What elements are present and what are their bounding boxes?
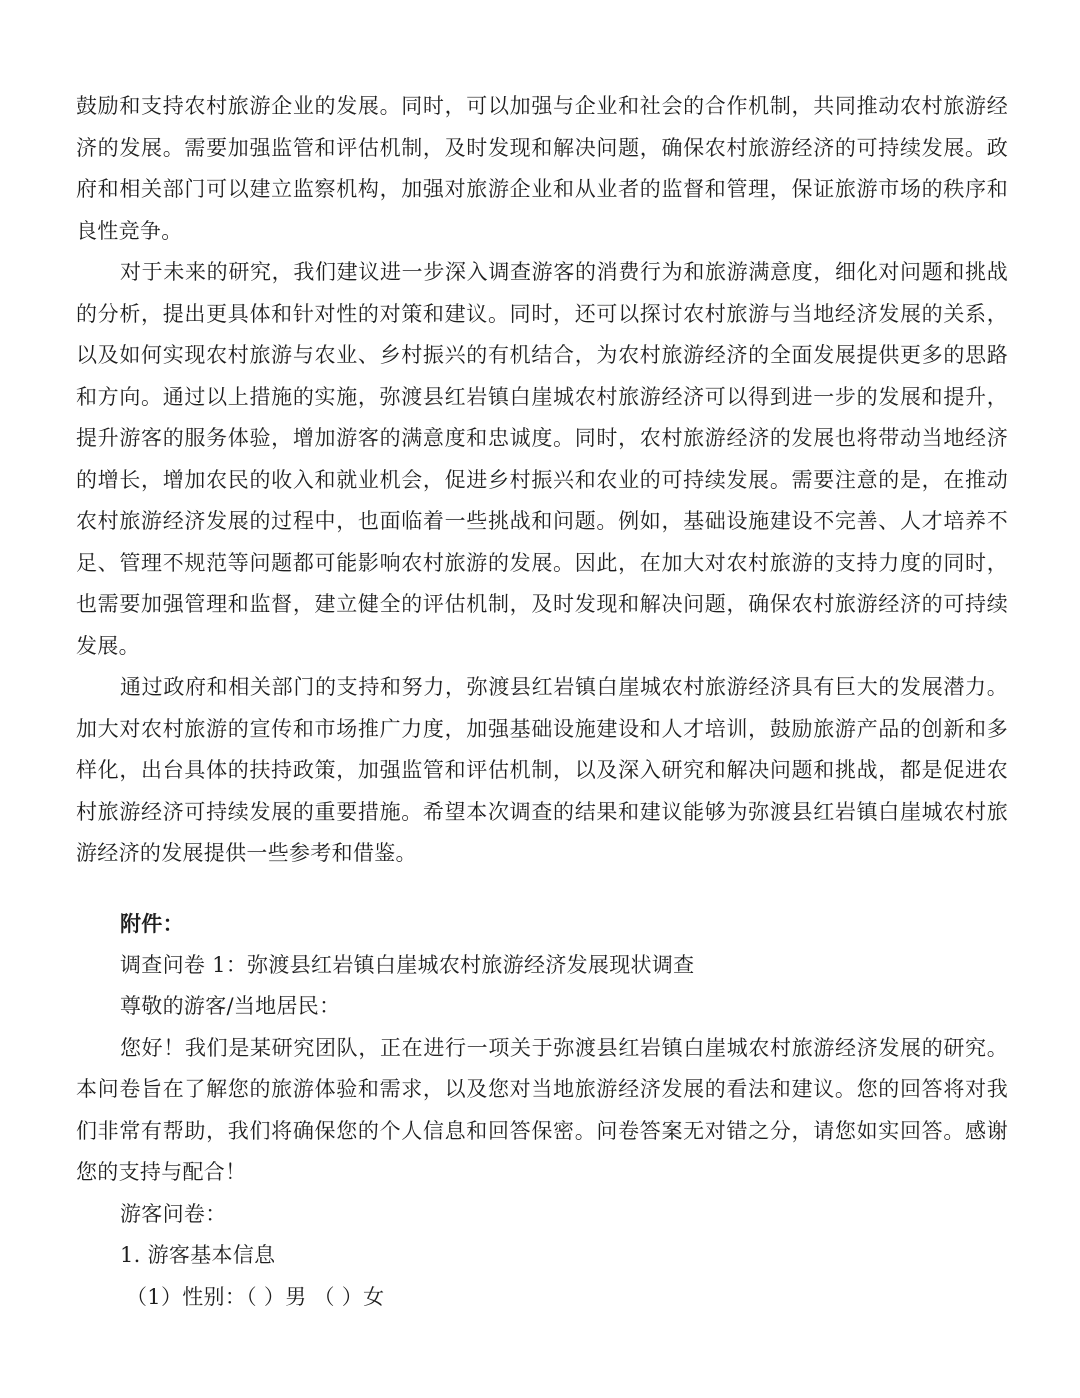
questionnaire-greeting: 尊敬的游客/当地居民：	[120, 994, 341, 1018]
body-text	[76, 86, 1008, 875]
appendix-label: 附件：	[120, 911, 184, 936]
subsection-title: 1. 游客基本信息	[120, 1243, 276, 1267]
questionnaire-title: 调查问卷 1：弥渡县红岩镇白崖城农村旅游经济发展现状调查	[120, 952, 695, 977]
paragraph-continuation: 鼓励和支持农村旅游企业的发展。同时，可以加强与企业和社会的合作机制，共同推动农村旅游经济的发展。需要加强监管和评估机制，及时发现和解决问题，确保农村旅游经济的可持续发展。政府和相关部门可以建立监察机构，加强对旅游企业和从业者的监督和管理，保证旅游市场的秩序和良性竞争。	[76, 94, 1008, 243]
questionnaire-intro: 您好！我们是某研究团队，正在进行一项关于弥渡县红岩镇白崖城农村旅游经济发展的研究。本问卷旨在了解您的旅游体验和需求，以及您对当地旅游经济发展的看法和建议。您的回答将对我们非常有帮助，我们将确保您的个人信息和回答保密。问卷答案无对错之分，请您如实回答。感谢您的支持与配合！	[76, 1035, 1008, 1184]
question-gender: （1）性别：（ ）男 （ ）女	[126, 1284, 385, 1309]
paragraph-conclusion: 通过政府和相关部门的支持和努力，弥渡县红岩镇白崖城农村旅游经济具有巨大的发展潜力。加大对农村旅游的宣传和市场推广力度，加强基础设施建设和人才培训，鼓励旅游产品的创新和多样化，出台具体的扶持政策，加强监管和评估机制，以及深入研究和解决问题和挑战，都是促进农村旅游经济可持续发展的重要措施。希望本次调查的结果和建议能够为弥渡县红岩镇白崖城农村旅游经济的发展提供一些参考和借鉴。	[76, 675, 1008, 865]
appendix-section	[76, 903, 1008, 1318]
paragraph-future-research: 对于未来的研究，我们建议进一步深入调查游客的消费行为和旅游满意度，细化对问题和挑战的分析，提出更具体和针对性的对策和建议。同时，还可以探讨农村旅游与当地经济发展的关系，以及如何实现农村旅游与农业、乡村振兴的有机结合，为农村旅游经济的全面发展提供更多的思路和方向。通过以上措施的实施，弥渡县红岩镇白崖城农村旅游经济可以得到进一步的发展和提升，提升游客的服务体验，增加游客的满意度和忠诚度。同时，农村旅游经济的发展也将带动当地经济的增长，增加农民的收入和就业机会，促进乡村振兴和农业的可持续发展。需要注意的是，在推动农村旅游经济发展的过程中，也面临着一些挑战和问题。例如，基础设施建设不完善、人才培养不足、管理不规范等问题都可能影响农村旅游的发展。因此，在加大对农村旅游的支持力度的同时，也需要加强管理和监督，建立健全的评估机制，及时发现和解决问题，确保农村旅游经济的可持续发展。	[76, 260, 1008, 658]
section-title: 游客问卷：	[120, 1201, 227, 1226]
